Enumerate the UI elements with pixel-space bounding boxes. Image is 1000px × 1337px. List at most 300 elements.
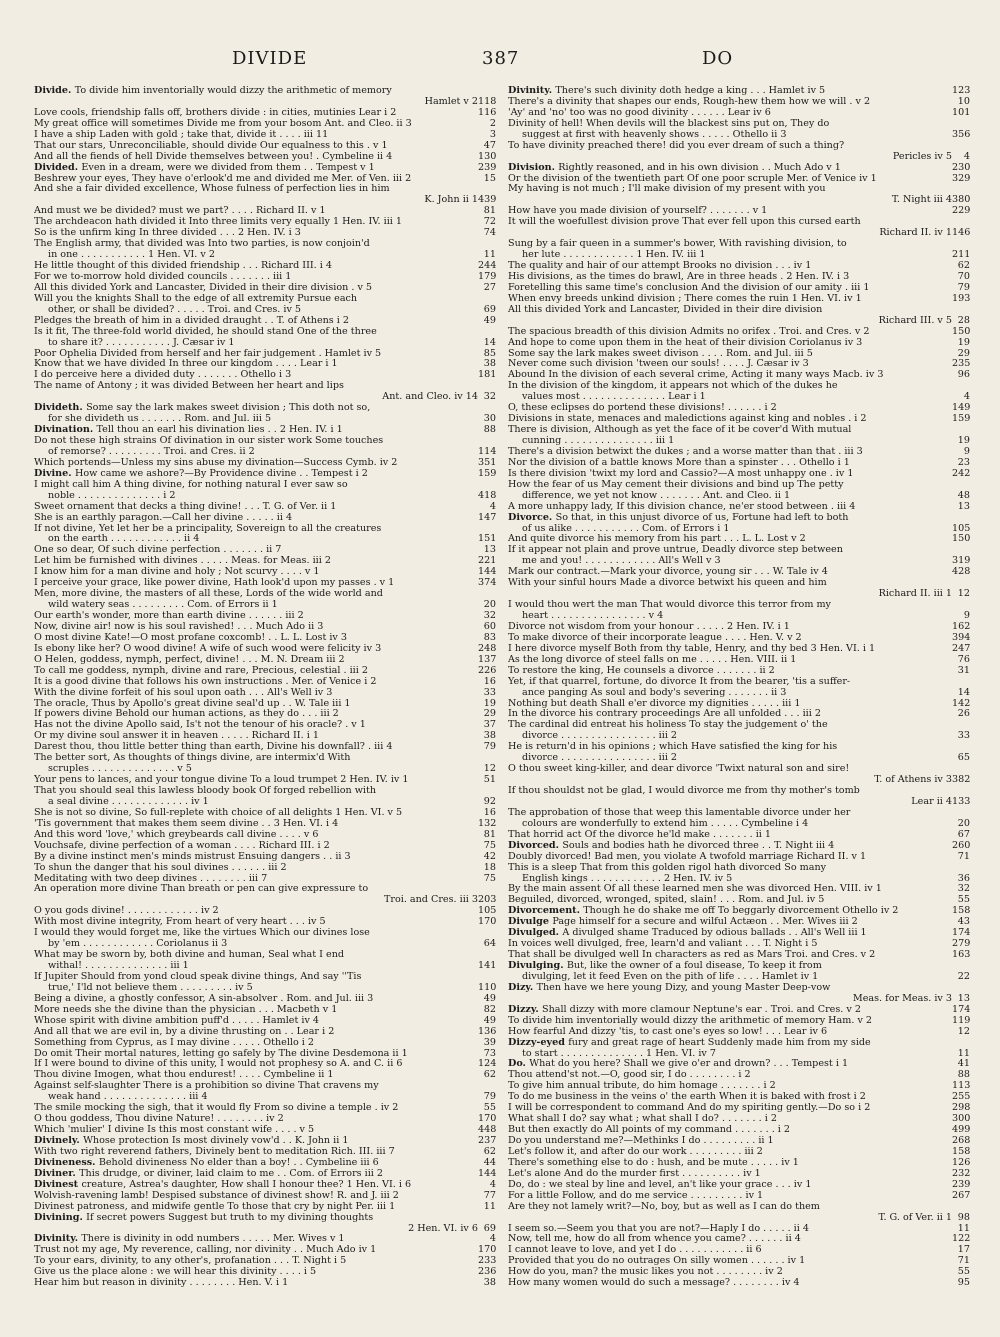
entry-line bbox=[34, 458, 496, 469]
entry-text: T. G. of Ver. ii 1 bbox=[878, 1212, 952, 1223]
entry-text: What shall I do? say what ; what shall I do? . . . . . . . i 2 bbox=[508, 1114, 777, 1125]
entry-text: me and you! . . . . . . . . . . . . All's Well v 3 bbox=[522, 556, 721, 567]
headword: Divine. bbox=[34, 468, 75, 479]
entry-text: Divinity. There is divinity in odd numbers . . . . . Mer. Wives v 1 bbox=[34, 1234, 345, 1245]
line-number: 98 bbox=[952, 1213, 970, 1224]
entry-line bbox=[34, 994, 496, 1005]
line-number: 42 bbox=[478, 852, 496, 863]
entry-headword-line bbox=[508, 906, 970, 917]
entry-text: That shall be divulged well In characters as red as Mars Troi. and Cres. v 2 bbox=[508, 950, 876, 961]
entry-line bbox=[508, 939, 970, 950]
entry-text: ance panging As soul and body's severing . . . . . . . ii 3 bbox=[522, 687, 787, 698]
entry-text: There's a divinity that shapes our ends, Rough-hew them how we will . v 2 bbox=[508, 96, 871, 107]
headword: Divinity. bbox=[34, 1234, 82, 1245]
line-number: 64 bbox=[478, 939, 496, 950]
entry-line bbox=[34, 939, 496, 950]
entry-line bbox=[34, 863, 496, 874]
entry-line bbox=[34, 141, 496, 152]
entry-text: a seal divine . . . . . . . . . . . . . iv 1 bbox=[48, 796, 209, 807]
line-number: 158 bbox=[952, 1146, 970, 1157]
entry-line bbox=[508, 228, 970, 239]
entry-text: And she a fair divided excellence, Whose fulness of perfection lies in him bbox=[34, 184, 390, 195]
entry-text: To your ears, divinity, to any other's, profanation . . . T. Night i 5 bbox=[34, 1256, 347, 1267]
entry-text: That horrid act Of the divorce he'ld make . . . . . . . ii 1 bbox=[508, 829, 771, 840]
line-number: 79 bbox=[952, 283, 970, 294]
line-number: 137 bbox=[478, 654, 496, 665]
entry-text: Abound In the division of each several crime, Acting it many ways Macb. iv 3 bbox=[508, 370, 884, 381]
page-number: 387 bbox=[482, 48, 520, 69]
line-number: 81 bbox=[478, 206, 496, 217]
entry-text: With your sinful hours Made a divorce betwixt his queen and him bbox=[508, 578, 827, 589]
entry-text: Dizzy. Shall dizzy with more clamour Neptune's ear . Troi. and Cres. v 2 bbox=[508, 1004, 861, 1015]
line-number: 27 bbox=[478, 283, 496, 294]
entry-line bbox=[508, 1049, 970, 1060]
entry-line bbox=[34, 917, 496, 928]
entry-text: The archdeacon hath divided it Into three limits very equally 1 Hen. IV. iii 1 bbox=[34, 217, 402, 228]
line-number: 77 bbox=[478, 1191, 496, 1202]
entry-text: For a little Follow, and do me service . . . . . . . . . iv 1 bbox=[508, 1190, 764, 1201]
entry-line bbox=[508, 786, 970, 797]
entry-text: All this divided York and Lancaster, Divided in their dire division . v 5 bbox=[34, 282, 373, 293]
header-last-word: DO bbox=[702, 48, 734, 69]
entry-line bbox=[508, 130, 970, 141]
entry-line bbox=[34, 655, 496, 666]
line-number: 374 bbox=[478, 578, 496, 589]
line-number: 221 bbox=[478, 556, 496, 567]
entry-text: To restore the king, He counsels a divorce . . . . . . . ii 2 bbox=[508, 665, 775, 676]
entry-line bbox=[34, 359, 496, 370]
entry-text: And all the fiends of hell Divide themselves between you! . Cymbeline ii 4 bbox=[34, 151, 393, 162]
entry-line bbox=[34, 1147, 496, 1158]
entry-text: O Helen, goddess, nymph, perfect, divine! . . . M. N. Dream iii 2 bbox=[34, 654, 345, 665]
entry-line bbox=[508, 731, 970, 742]
line-number: 9 bbox=[952, 447, 970, 458]
entry-text: Divineness. Behold divineness No elder than a boy! . . Cymbeline iii 6 bbox=[34, 1157, 379, 1168]
entry-text: Divinest patroness, and midwife gentle To those that cry by night Per. iii 1 bbox=[34, 1201, 396, 1212]
entry-text: on the earth . . . . . . . . . . . . ii 4 bbox=[48, 534, 200, 545]
entry-headword-line bbox=[34, 1169, 496, 1180]
entry-text: Know that we have divided In three our kingdom . . . . Lear i 1 bbox=[34, 359, 338, 370]
line-number: 70 bbox=[952, 272, 970, 283]
entry-line bbox=[508, 414, 970, 425]
entry-line bbox=[508, 677, 970, 688]
entry-text: The spacious breadth of this division Admits no orifex . Troi. and Cres. v 2 bbox=[508, 326, 870, 337]
line-number: 38 bbox=[478, 359, 496, 370]
line-number: 62 bbox=[952, 261, 970, 272]
entry-line bbox=[34, 545, 496, 556]
entry-text: Divorce. So that, in this unjust divorce of us, Fortune had left to both bbox=[508, 512, 849, 523]
entry-text: O thou sweet king-killer, and dear divorce 'Twixt natural son and sire! bbox=[508, 764, 850, 775]
entry-line bbox=[508, 392, 970, 403]
entry-line bbox=[34, 1092, 496, 1103]
entry-line bbox=[508, 141, 970, 152]
entry-text: If it appear not plain and prove untrue, Deadly divorce step between bbox=[508, 545, 843, 556]
entry-text: I do perceive here a divided duty . . . . . . . Othello i 3 bbox=[34, 370, 292, 381]
entry-line bbox=[508, 1125, 970, 1136]
entry-text: His divisions, as the times do brawl, Are in three heads . 2 Hen. IV. i 3 bbox=[508, 271, 850, 282]
line-number: 244 bbox=[478, 261, 496, 271]
entry-text: To have divinity preached there! did you ever dream of such a thing? bbox=[508, 140, 845, 151]
entry-line bbox=[508, 1016, 970, 1027]
entry-line bbox=[34, 414, 496, 425]
entry-text: Sweet ornament that decks a thing divine! . . . T. G. of Ver. ii 1 bbox=[34, 501, 337, 512]
entry-text: Love cools, friendship falls off, brothers divide : in cities, mutinies Lear i 2 bbox=[34, 107, 397, 118]
entry-text: That our stars, Unreconciliable, should divide Our equalness to this . v 1 bbox=[34, 140, 388, 151]
line-number: 142 bbox=[952, 698, 970, 709]
entry-line bbox=[508, 403, 970, 414]
entry-text: With the divine forfeit of his soul upon oath . . . All's Well iv 3 bbox=[34, 687, 333, 698]
entry-headword-line bbox=[508, 1038, 970, 1049]
entry-headword-line bbox=[508, 163, 970, 174]
line-number: 41 bbox=[952, 1059, 970, 1070]
entry-text: by 'em . . . . . . . . . . . . Coriolanus ii 3 bbox=[48, 939, 228, 950]
line-number: 119 bbox=[952, 1015, 970, 1026]
entry-line bbox=[508, 622, 970, 633]
entry-text: K. John ii 1 bbox=[424, 195, 478, 206]
entry-line bbox=[34, 699, 496, 710]
entry-text: The English army, that divided was Into two parties, is now conjoin'd bbox=[34, 239, 370, 250]
entry-line bbox=[34, 567, 496, 578]
entry-line bbox=[34, 556, 496, 567]
entry-text: Or my divine soul answer it in heaven . . . . . Richard II. i 1 bbox=[34, 731, 319, 742]
line-number: 83 bbox=[478, 633, 496, 644]
entry-text: If Jupiter Should from yond cloud speak divine things, And say ''Tis bbox=[34, 971, 362, 982]
line-number: 110 bbox=[478, 982, 496, 993]
line-number: 32 bbox=[952, 884, 970, 895]
headword: Dizy. bbox=[508, 982, 537, 993]
headword: Divorce. bbox=[508, 512, 556, 523]
entry-headword-line bbox=[34, 1180, 496, 1191]
line-number: 71 bbox=[952, 852, 970, 863]
entry-line bbox=[508, 239, 970, 250]
entry-text: To make divorce of their incorporate league . . . . Hen. V. v 2 bbox=[508, 632, 802, 643]
entry-line bbox=[34, 1202, 496, 1213]
entry-text: How many women would do such a message? . . . . . . . . iv 4 bbox=[508, 1278, 800, 1289]
line-number: 122 bbox=[952, 1234, 970, 1245]
entry-line bbox=[34, 611, 496, 622]
line-number: 114 bbox=[478, 446, 496, 457]
line-number: 81 bbox=[478, 830, 496, 841]
entry-text: When envy breeds unkind division ; There comes the ruin 1 Hen. VI. iv 1 bbox=[508, 293, 862, 304]
entry-line bbox=[508, 775, 970, 786]
entry-line bbox=[508, 1234, 970, 1245]
entry-line bbox=[34, 808, 496, 819]
entry-text: I have a ship Laden with gold ; take that, divide it . . . . iii 11 bbox=[34, 129, 329, 140]
entry-text: divorce . . . . . . . . . . . . . . . . iii 2 bbox=[522, 731, 678, 742]
line-number: 211 bbox=[952, 250, 970, 261]
line-number: 55 bbox=[952, 895, 970, 906]
entry-text: By a divine instinct men's minds mistrust Ensuing dangers . . ii 3 bbox=[34, 851, 351, 862]
entry-text: The cardinal did entreat his holiness To stay the judgement o' the bbox=[508, 720, 828, 731]
entry-text: Divinity of hell! When devils will the blackest sins put on, They do bbox=[508, 118, 830, 129]
entry-text: In the divorce his contrary proceedings Are all unfolded . . . iii 2 bbox=[508, 709, 821, 720]
line-number: 67 bbox=[952, 830, 970, 841]
headword: Divulged. bbox=[508, 928, 563, 939]
line-number: 49 bbox=[478, 1016, 496, 1027]
entry-text: other, or shall be divided? . . . . . Troi. and Cres. iv 5 bbox=[48, 304, 302, 315]
line-number: 10 bbox=[952, 97, 970, 108]
entry-line bbox=[508, 349, 970, 360]
line-number: 4 bbox=[478, 1234, 496, 1245]
entry-text: If powers divine Behold our human actions, as they do . . . iii 2 bbox=[34, 709, 339, 720]
entry-line bbox=[508, 895, 970, 906]
entry-text: Hamlet v 2 bbox=[424, 96, 478, 107]
entry-text: And all that we are evil in, by a divine thrusting on . . Lear i 2 bbox=[34, 1026, 335, 1037]
entry-line bbox=[508, 611, 970, 622]
entry-text: Do omit Their mortal natures, letting go safely by The divine Desdemona ii 1 bbox=[34, 1048, 408, 1059]
line-number: 4 bbox=[478, 1180, 496, 1191]
entry-text: Sung by a fair queen in a summer's bower, With ravishing division, to bbox=[508, 239, 847, 250]
entry-text: There is division, Although as yet the face of it be cover'd With mutual bbox=[508, 425, 852, 436]
headword: Divulge bbox=[508, 917, 553, 928]
entry-text: heart . . . . . . . . . . . . . . . . v 4 bbox=[522, 611, 664, 621]
entry-line bbox=[34, 841, 496, 852]
entry-text: 'Tis government that makes them seem divine . . 3 Hen. VI. i 4 bbox=[34, 818, 339, 829]
entry-text: I here divorce myself Both from thy table, Henry, and thy bed 3 Hen. VI. i 1 bbox=[508, 643, 876, 654]
entry-text: Thou divine Imogen, what thou endurest! . . . . Cymbeline ii 1 bbox=[34, 1070, 334, 1081]
entry-text: Are they not lamely writ?—No, boy, but as well as I can do them bbox=[508, 1201, 820, 1212]
entry-headword-line bbox=[508, 1059, 970, 1070]
entry-line bbox=[508, 884, 970, 895]
line-number: 23 bbox=[952, 458, 970, 469]
line-number: 15 bbox=[478, 174, 496, 185]
entry-line bbox=[34, 534, 496, 545]
entry-line bbox=[508, 1081, 970, 1092]
line-number: 113 bbox=[952, 1081, 970, 1092]
entry-line bbox=[34, 1038, 496, 1049]
entry-line bbox=[34, 1049, 496, 1060]
line-number: 144 bbox=[478, 567, 496, 578]
entry-line bbox=[34, 97, 496, 108]
line-number: 267 bbox=[952, 1190, 970, 1201]
line-number: 255 bbox=[952, 1092, 970, 1103]
entry-line bbox=[34, 217, 496, 228]
entry-text: divorce . . . . . . . . . . . . . . . . iii 2 bbox=[522, 753, 678, 764]
entry-text: To give him annual tribute, do him homage . . . . . . . i 2 bbox=[508, 1081, 776, 1092]
entry-line bbox=[508, 1256, 970, 1267]
entry-line bbox=[34, 1016, 496, 1027]
line-number: 298 bbox=[952, 1103, 970, 1114]
entry-headword-line bbox=[34, 425, 496, 436]
entry-headword-line bbox=[34, 1136, 496, 1147]
line-number: 62 bbox=[478, 1070, 496, 1081]
entry-text: Now, divine air! now is his soul ravished! . . . Much Ado ii 3 bbox=[34, 621, 324, 632]
entry-text: Lear ii 4 bbox=[911, 796, 952, 807]
entry-text: Division. Rightly reasoned, and in his own division . . Much Ado v 1 bbox=[508, 162, 841, 173]
entry-headword-line bbox=[508, 513, 970, 524]
entry-line bbox=[508, 972, 970, 983]
line-number: 149 bbox=[952, 403, 970, 414]
entry-text: Nor the division of a battle knows More than a spinster . . . Othello i 1 bbox=[508, 457, 850, 468]
line-number: 75 bbox=[478, 841, 496, 852]
line-number: 101 bbox=[952, 107, 970, 118]
entry-text: Some say the lark makes sweet divison . . . . Rom. and Jul. iii 5 bbox=[508, 348, 813, 359]
entry-text: To do me business in the veins o' the earth When it is baked with frost i 2 bbox=[508, 1092, 866, 1103]
entry-text: With two right reverend fathers, Divinely bent to meditation Rich. III. iii 7 bbox=[34, 1146, 395, 1157]
entry-text: Let's follow it, and after do our work . . . . . . . . . iii 2 bbox=[508, 1146, 763, 1157]
entry-text: Do. What do you here? Shall we give o'er and drown? . . . Tempest i 1 bbox=[508, 1059, 849, 1070]
entry-line bbox=[508, 458, 970, 469]
entry-text: for she divideth us . . . . . . . Rom. and Jul. iii 5 bbox=[48, 414, 272, 425]
entry-line bbox=[34, 622, 496, 633]
headword: Divinest bbox=[34, 1179, 82, 1190]
entry-line bbox=[508, 195, 970, 206]
line-number: 13 bbox=[952, 502, 970, 513]
entry-line bbox=[508, 600, 970, 611]
line-number: 62 bbox=[478, 1147, 496, 1158]
line-number: 268 bbox=[952, 1136, 970, 1146]
line-number: 163 bbox=[952, 950, 970, 961]
entry-text: My having is not much ; I'll make division of my present with you bbox=[508, 184, 826, 195]
line-number: 36 bbox=[952, 874, 970, 885]
entry-text: Let him be furnished with divines . . . . . Meas. for Meas. iii 2 bbox=[34, 556, 331, 567]
entry-line bbox=[508, 294, 970, 305]
entry-text: But then exactly do All points of my command . . . . . . . i 2 bbox=[508, 1125, 791, 1136]
entry-line bbox=[508, 1103, 970, 1114]
line-number: 48 bbox=[952, 491, 970, 502]
entry-line bbox=[34, 195, 496, 206]
entry-line bbox=[34, 250, 496, 261]
entry-line bbox=[34, 1224, 496, 1235]
entry-text: values most . . . . . . . . . . . . . . Lear i 1 bbox=[522, 392, 706, 403]
entry-line bbox=[508, 425, 970, 436]
entry-text: I cannot leave to love, and yet I do . . . . . . . . . . . ii 6 bbox=[508, 1245, 762, 1256]
entry-line bbox=[34, 272, 496, 283]
entry-text: Diviner. This drudge, or diviner, laid claim to me . . Com. of Errors iii 2 bbox=[34, 1168, 383, 1179]
entry-line bbox=[34, 1103, 496, 1114]
entry-line bbox=[34, 108, 496, 119]
line-number: 356 bbox=[952, 129, 970, 140]
entry-line bbox=[508, 272, 970, 283]
entry-line bbox=[34, 316, 496, 327]
line-number: 33 bbox=[478, 688, 496, 699]
line-number: 141 bbox=[478, 961, 496, 971]
entry-text: Do you understand me?—Methinks I do . . . . . . . . . ii 1 bbox=[508, 1136, 774, 1146]
entry-line bbox=[508, 819, 970, 830]
line-number: 150 bbox=[952, 326, 970, 337]
entry-line bbox=[508, 1224, 970, 1235]
entry-text: The name of Antony ; it was divided Between her heart and lips bbox=[34, 381, 344, 392]
entry-line bbox=[34, 972, 496, 983]
headword: Diviner. bbox=[34, 1168, 80, 1179]
entry-line bbox=[508, 283, 970, 294]
line-number: 144 bbox=[478, 1168, 496, 1179]
entry-text: T. Night iii 4 bbox=[891, 195, 952, 206]
line-number: 380 bbox=[952, 195, 970, 206]
line-number: 19 bbox=[952, 436, 970, 447]
entry-text: to start . . . . . . . . . . . . . . 1 Hen. VI. iv 7 bbox=[522, 1048, 716, 1059]
line-number: 232 bbox=[952, 1168, 970, 1179]
entry-line bbox=[508, 644, 970, 655]
line-number: 4 bbox=[952, 152, 970, 163]
entry-line bbox=[508, 305, 970, 316]
line-number: 73 bbox=[478, 1049, 496, 1060]
entry-line bbox=[508, 764, 970, 775]
entry-text: Divisions in state, menaces and maledictions against king and nobles . i 2 bbox=[508, 414, 867, 425]
entry-text: How do you, man? the music likes you not . . . . . . . . iv 2 bbox=[508, 1267, 783, 1278]
entry-line bbox=[34, 502, 496, 513]
line-number: 22 bbox=[952, 972, 970, 983]
entry-text: As the long divorce of steel falls on me . . . . . Hen. VIII. ii 1 bbox=[508, 654, 797, 665]
line-number: 170 bbox=[478, 1114, 496, 1125]
entry-line bbox=[508, 1278, 970, 1289]
entry-text: Which portends—Unless my sins abuse my divination—Success Cymb. iv 2 bbox=[34, 457, 398, 468]
entry-text: Divining. If secret powers Suggest but truth to my divining thoughts bbox=[34, 1212, 374, 1223]
entry-line bbox=[34, 578, 496, 589]
entry-text: Wolvish-ravening lamb! Despised substance of divinest show! R. and J. iii 2 bbox=[34, 1190, 399, 1201]
entry-line bbox=[34, 775, 496, 786]
entry-text: By the main assent Of all these learned men she was divorced Hen. VIII. iv 1 bbox=[508, 884, 882, 895]
entry-text: Is there division 'twixt my lord and Cassio?—A most unhappy one . iv 1 bbox=[508, 468, 854, 479]
entry-text: More needs she the divine than the physician . . . Macbeth v 1 bbox=[34, 1004, 338, 1015]
entry-text: And must we be divided? must we part? . . . . Richard II. v 1 bbox=[34, 206, 326, 217]
entry-line bbox=[508, 666, 970, 677]
line-number: 439 bbox=[478, 195, 496, 206]
line-number: 329 bbox=[952, 173, 970, 184]
line-number: 159 bbox=[478, 468, 496, 479]
entry-line bbox=[508, 567, 970, 578]
entry-text: wild watery seas . . . . . . . . . Com. of Errors ii 1 bbox=[48, 600, 278, 611]
line-number: 319 bbox=[952, 556, 970, 567]
entry-line bbox=[508, 1027, 970, 1038]
entry-text: I would they would forget me, like the virtues Which our divines lose bbox=[34, 928, 370, 939]
entry-text: to share it? . . . . . . . . . . . J. Cæsar iv 1 bbox=[48, 337, 235, 348]
entry-text: colours are wonderfully to extend him . . . . . Cymbeline i 4 bbox=[522, 818, 809, 829]
line-number: 69 bbox=[478, 305, 496, 316]
entry-text: There's a division betwixt the dukes ; and a worse matter than that . iii 3 bbox=[508, 446, 863, 457]
line-number: 49 bbox=[478, 316, 496, 327]
entry-text: 2 Hen. VI. iv 6 bbox=[408, 1223, 478, 1234]
entry-line bbox=[508, 808, 970, 819]
line-number: 133 bbox=[952, 796, 970, 807]
entry-line bbox=[508, 206, 970, 217]
entry-text: That you should seal this lawless bloody book Of forged rebellion with bbox=[34, 786, 377, 796]
line-number: 158 bbox=[952, 906, 970, 917]
entry-text: Against self-slaughter There is a prohibition so divine That cravens my bbox=[34, 1081, 379, 1092]
entry-text: noble . . . . . . . . . . . . . . i 2 bbox=[48, 490, 176, 501]
entry-line bbox=[508, 1213, 970, 1224]
entry-text: Richard II. iv 1 bbox=[879, 228, 952, 239]
entry-line bbox=[34, 1070, 496, 1081]
entry-text: In the division of the kingdom, it appears not which of the dukes he bbox=[508, 381, 838, 392]
entry-text: What may be sworn by, both divine and human, Seal what I end bbox=[34, 950, 345, 961]
entry-text: Do, do : we steal by line and level, an't like your grace . . . iv 1 bbox=[508, 1179, 812, 1190]
line-number: 37 bbox=[478, 720, 496, 731]
line-number: 174 bbox=[952, 928, 970, 939]
line-number: 159 bbox=[952, 414, 970, 425]
entry-text: Something from Cyprus, as I may divine . . . . . Othello i 2 bbox=[34, 1037, 315, 1048]
entry-line bbox=[508, 1180, 970, 1191]
line-number: 418 bbox=[478, 490, 496, 501]
line-number: 72 bbox=[478, 217, 496, 228]
entry-line bbox=[508, 545, 970, 556]
entry-text: How have you made division of yourself? . . . . . . . v 1 bbox=[508, 206, 768, 217]
line-number: 13 bbox=[952, 994, 970, 1005]
entry-line bbox=[34, 928, 496, 939]
entry-headword-line bbox=[508, 1005, 970, 1016]
entry-line bbox=[508, 524, 970, 535]
line-number: 247 bbox=[952, 643, 970, 654]
entry-text: Or the division of the twentieth part Of one poor scruple Mer. of Venice iv 1 bbox=[508, 173, 877, 184]
line-number: 230 bbox=[952, 162, 970, 173]
line-number: 19 bbox=[478, 699, 496, 710]
line-number: 31 bbox=[952, 666, 970, 677]
headword: Divideth. bbox=[34, 403, 87, 414]
entry-text: Is it fit, The three-fold world divided, he should stand One of the three bbox=[34, 326, 377, 337]
entry-line bbox=[34, 709, 496, 720]
line-number: 147 bbox=[478, 512, 496, 523]
entry-text: An operation more divine Than breath or pen can give expressure to bbox=[34, 884, 369, 895]
